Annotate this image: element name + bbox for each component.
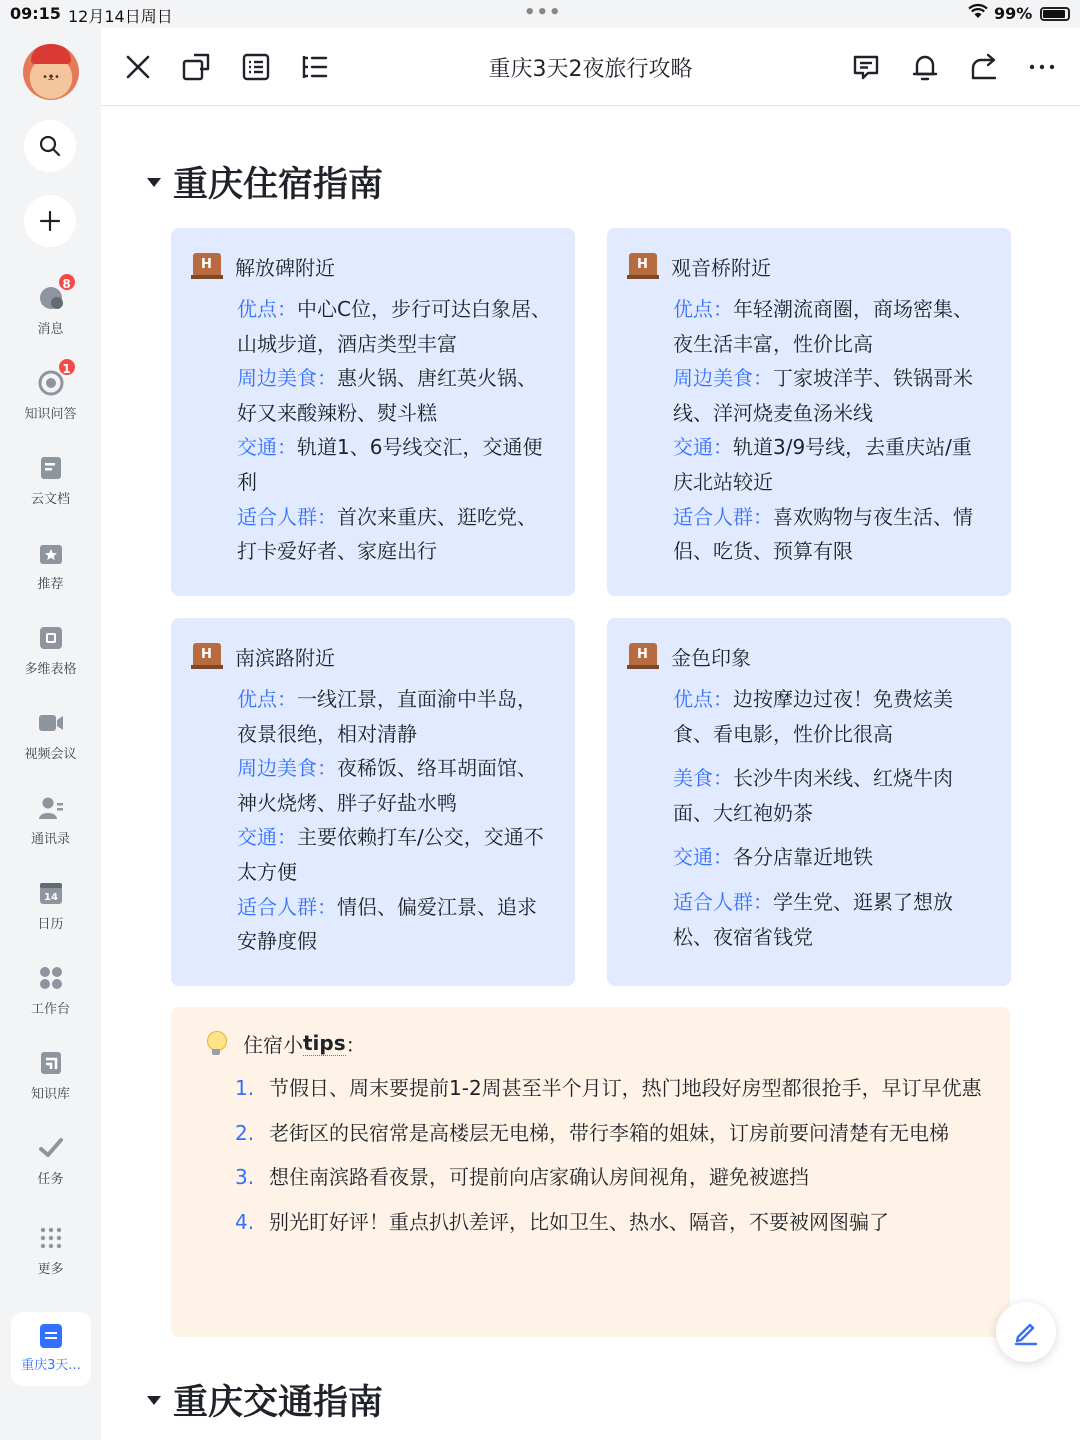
comment-icon xyxy=(851,52,881,82)
card-body xyxy=(193,682,553,959)
hotel-icon xyxy=(629,253,657,279)
avatar-hat xyxy=(31,44,71,64)
card-body xyxy=(193,292,553,569)
base-table-icon xyxy=(37,624,65,652)
task-icon xyxy=(37,1134,65,1162)
list-item xyxy=(235,1116,995,1151)
sidebar-item-contacts[interactable] xyxy=(0,794,101,847)
sidebar-item-calendar[interactable] xyxy=(0,879,101,932)
search-icon xyxy=(38,134,62,158)
card-title xyxy=(193,250,553,282)
share-icon xyxy=(969,52,999,82)
recommend-icon xyxy=(37,539,65,567)
knowledge-qa-icon xyxy=(37,362,71,397)
card-key: 周边美食： xyxy=(673,366,773,391)
close-icon xyxy=(123,52,153,82)
battery-percent: 99% xyxy=(994,4,1033,23)
card-value: 喜欢购物与夜生活、情侣、吃货、预算有限 xyxy=(673,504,973,564)
avatar[interactable] xyxy=(23,44,79,100)
sidebar-item-label: 日历 xyxy=(37,917,64,932)
sidebar-item-recommend[interactable] xyxy=(0,539,101,592)
card-value: 夜稀饭、络耳胡面馆、神火烧烤、胖子好盐水鸭 xyxy=(237,756,537,815)
sidebar-item-label: 多维表格 xyxy=(24,662,77,677)
sidebar-item-label: 知识库 xyxy=(30,1087,70,1102)
card-line xyxy=(673,761,989,830)
card-value: 边按摩边过夜！免费炫美食、看电影，性价比很高 xyxy=(673,687,953,746)
new-window-icon xyxy=(181,52,211,82)
list-number: 1. xyxy=(235,1076,255,1100)
sidebar-item-more[interactable] xyxy=(0,1224,101,1277)
card-value: 情侣、偏爱江景、追求安静度假 xyxy=(237,894,537,954)
list-item xyxy=(235,1071,995,1106)
card-key: 适合人群： xyxy=(237,504,337,529)
message-icon xyxy=(37,277,71,312)
contacts-icon xyxy=(37,794,65,822)
sidebar-item-label: 消息 xyxy=(37,322,64,337)
card-value: 年轻潮流商圈，商场密集、夜生活丰富，性价比高 xyxy=(673,297,973,356)
card-value: 长沙牛肉米线、红烧牛肉面、大红袍奶茶 xyxy=(673,766,953,825)
collapse-triangle-icon[interactable] xyxy=(147,1396,161,1405)
list-number: 4. xyxy=(235,1209,255,1234)
sidebar-item-wiki[interactable] xyxy=(0,1049,101,1102)
sidebar-item-label: 推荐 xyxy=(37,577,64,592)
card-line xyxy=(237,430,553,499)
card-line xyxy=(237,820,553,889)
tips-title-word: tips xyxy=(303,1031,346,1055)
card-title xyxy=(193,640,553,672)
list-number: 3. xyxy=(235,1165,255,1190)
close-button[interactable] xyxy=(123,52,153,82)
plus-icon xyxy=(38,209,62,233)
sidebar-item-workplace[interactable] xyxy=(0,964,101,1017)
card-key: 优点： xyxy=(237,297,297,321)
card-line xyxy=(673,361,989,430)
messages-badge: 8 xyxy=(57,272,77,292)
card-title xyxy=(629,250,989,282)
card-line xyxy=(673,682,989,751)
card-key: 优点： xyxy=(673,687,733,711)
card-line xyxy=(237,361,553,430)
tips-title-suffix: ： xyxy=(345,1033,366,1057)
section-heading-transport[interactable] xyxy=(147,1375,383,1425)
status-time: 09:15 xyxy=(10,4,61,23)
avatar-face: •ᴥ• xyxy=(42,72,60,83)
sidebar-item-base[interactable] xyxy=(0,624,101,677)
sidebar-item-knowledge-qa[interactable] xyxy=(0,362,101,422)
card-key: 适合人群： xyxy=(673,504,773,529)
tips-list xyxy=(235,1071,995,1249)
card-value: 学生党、逛累了想放松、夜宿省钱党 xyxy=(673,889,953,949)
edit-button[interactable] xyxy=(996,1302,1056,1362)
heading-text: 重庆交通指南 xyxy=(173,1383,384,1423)
card-title xyxy=(629,640,989,672)
list-text: 老街区的民宿常是高楼层无电梯，带行李箱的姐妹，订房前要问清楚有无电梯 xyxy=(269,1120,949,1145)
card-value: 中心C位，步行可达白象居、山城步道，酒店类型丰富 xyxy=(237,297,551,356)
more-horizontal-icon xyxy=(1027,52,1057,82)
table-of-contents-button[interactable] xyxy=(299,52,329,82)
card-key: 交通： xyxy=(237,435,297,460)
card-line xyxy=(673,500,989,569)
sidebar xyxy=(0,28,101,1440)
accommodation-card xyxy=(607,228,1011,596)
card-key: 交通： xyxy=(237,825,297,850)
comments-button[interactable] xyxy=(851,52,881,82)
sidebar-item-cloud-docs[interactable] xyxy=(0,454,101,507)
tips-title-prefix: 住宿小 xyxy=(243,1033,303,1057)
card-body xyxy=(629,292,989,569)
knowledge-qa-badge: 1 xyxy=(57,357,77,377)
accommodation-card xyxy=(607,618,1011,986)
bell-icon xyxy=(910,52,940,82)
card-key: 适合人群： xyxy=(237,894,337,919)
list-item xyxy=(235,1160,995,1195)
sidebar-item-tasks[interactable] xyxy=(0,1134,101,1187)
card-title-text: 南滨路附近 xyxy=(235,645,335,670)
card-value: 惠火锅、唐红英火锅、好又来酸辣粉、熨斗糕 xyxy=(237,366,537,425)
card-value: 首次来重庆、逛吃党、打卡爱好者、家庭出行 xyxy=(237,504,537,564)
card-line xyxy=(237,751,553,820)
hotel-icon xyxy=(193,253,221,279)
share-button[interactable] xyxy=(969,52,999,82)
collapse-triangle-icon[interactable] xyxy=(147,178,161,187)
hotel-icon xyxy=(629,643,657,669)
tips-title xyxy=(207,1029,366,1058)
cloud-doc-icon xyxy=(37,454,65,482)
card-value: 轨道1、6号线交汇，交通便利 xyxy=(237,435,543,494)
card-value: 一线江景，直面渝中半岛，夜景很绝，相对清静 xyxy=(237,687,537,746)
list-item xyxy=(235,1205,995,1240)
new-window-button[interactable] xyxy=(181,52,211,82)
create-button[interactable] xyxy=(24,195,76,247)
sidebar-item-label: 视频会议 xyxy=(24,747,77,762)
card-key: 适合人群： xyxy=(673,889,773,914)
outline-button[interactable] xyxy=(241,52,271,82)
sidebar-item-label: 通讯录 xyxy=(30,832,70,847)
sidebar-item-label: 更多 xyxy=(37,1262,64,1277)
wiki-icon xyxy=(37,1049,65,1077)
multitask-dots[interactable]: ••• xyxy=(524,2,562,23)
card-value: 丁家坡洋芋、铁锅哥米线、洋河烧麦鱼汤米线 xyxy=(673,366,973,425)
card-line xyxy=(237,500,553,569)
card-key: 美食： xyxy=(673,766,733,791)
card-value: 各分店靠近地铁 xyxy=(733,845,873,870)
open-document-label: 重庆3天... xyxy=(21,1358,81,1373)
document-icon xyxy=(40,1324,62,1348)
card-key: 优点： xyxy=(673,297,733,321)
card-title-text: 解放碑附近 xyxy=(235,255,335,280)
sidebar-item-video-meeting[interactable] xyxy=(0,709,101,762)
sidebar-item-label: 工作台 xyxy=(30,1002,70,1017)
list-number: 2. xyxy=(235,1120,255,1145)
lightbulb-icon xyxy=(207,1031,225,1057)
card-title-text: 观音桥附近 xyxy=(671,255,771,280)
document-content xyxy=(101,107,1080,1440)
card-value: 主要依赖打车/公交，交通不太方便 xyxy=(237,825,544,884)
list-tree-icon xyxy=(299,52,329,82)
document-outline-icon xyxy=(241,52,271,82)
status-bar xyxy=(0,0,1080,28)
sidebar-item-label: 云文档 xyxy=(30,492,70,507)
card-key: 周边美食： xyxy=(237,366,337,391)
workplace-icon xyxy=(37,964,65,992)
search-button[interactable] xyxy=(24,120,76,172)
card-key: 交通： xyxy=(673,845,733,870)
sidebar-open-document-tab[interactable] xyxy=(11,1312,91,1386)
calendar-day-number: 14 xyxy=(43,892,58,903)
section-heading-accommodation[interactable] xyxy=(147,157,383,207)
card-value: 轨道3/9号线，去重庆站/重庆北站较近 xyxy=(673,435,972,494)
card-key: 周边美食： xyxy=(237,756,337,781)
heading-text: 重庆住宿指南 xyxy=(173,165,384,205)
notifications-button[interactable] xyxy=(910,52,940,82)
card-line xyxy=(237,890,553,959)
more-options-button[interactable] xyxy=(1027,52,1057,82)
sidebar-item-label: 知识问答 xyxy=(24,407,77,422)
list-text: 想住南滨路看夜景，可提前向店家确认房间视角，避免被遮挡 xyxy=(269,1165,809,1190)
list-text: 别光盯好评！重点扒扒差评，比如卫生、热水、隔音，不要被网图骗了 xyxy=(269,1209,889,1234)
card-line xyxy=(673,430,989,499)
wifi-icon xyxy=(968,3,988,23)
card-line xyxy=(237,292,553,361)
calendar-icon xyxy=(37,879,65,907)
card-key: 交通： xyxy=(673,435,733,460)
pencil-edit-icon xyxy=(1011,1317,1041,1347)
hotel-icon xyxy=(193,643,221,669)
card-line xyxy=(673,885,989,954)
document-title: 重庆3天2夜旅行攻略 xyxy=(488,57,693,82)
card-body xyxy=(629,682,989,954)
list-text: 节假日、周末要提前1-2周甚至半个月订，热门地段好房型都很抢手，早订早优惠 xyxy=(269,1076,982,1100)
accommodation-card xyxy=(171,228,575,596)
card-title-text: 金色印象 xyxy=(671,645,751,670)
document-toolbar xyxy=(101,28,1080,106)
card-line xyxy=(673,840,989,875)
battery-icon xyxy=(1040,7,1070,21)
more-icon xyxy=(37,1224,65,1252)
sidebar-item-messages[interactable] xyxy=(0,277,101,337)
video-meeting-icon xyxy=(37,709,65,737)
card-line xyxy=(673,292,989,361)
sidebar-item-label: 任务 xyxy=(37,1172,64,1187)
tips-callout xyxy=(171,1007,1010,1337)
status-date: 12月14日周日 xyxy=(68,7,173,26)
card-line xyxy=(237,682,553,751)
accommodation-card xyxy=(171,618,575,986)
card-key: 优点： xyxy=(237,687,297,711)
